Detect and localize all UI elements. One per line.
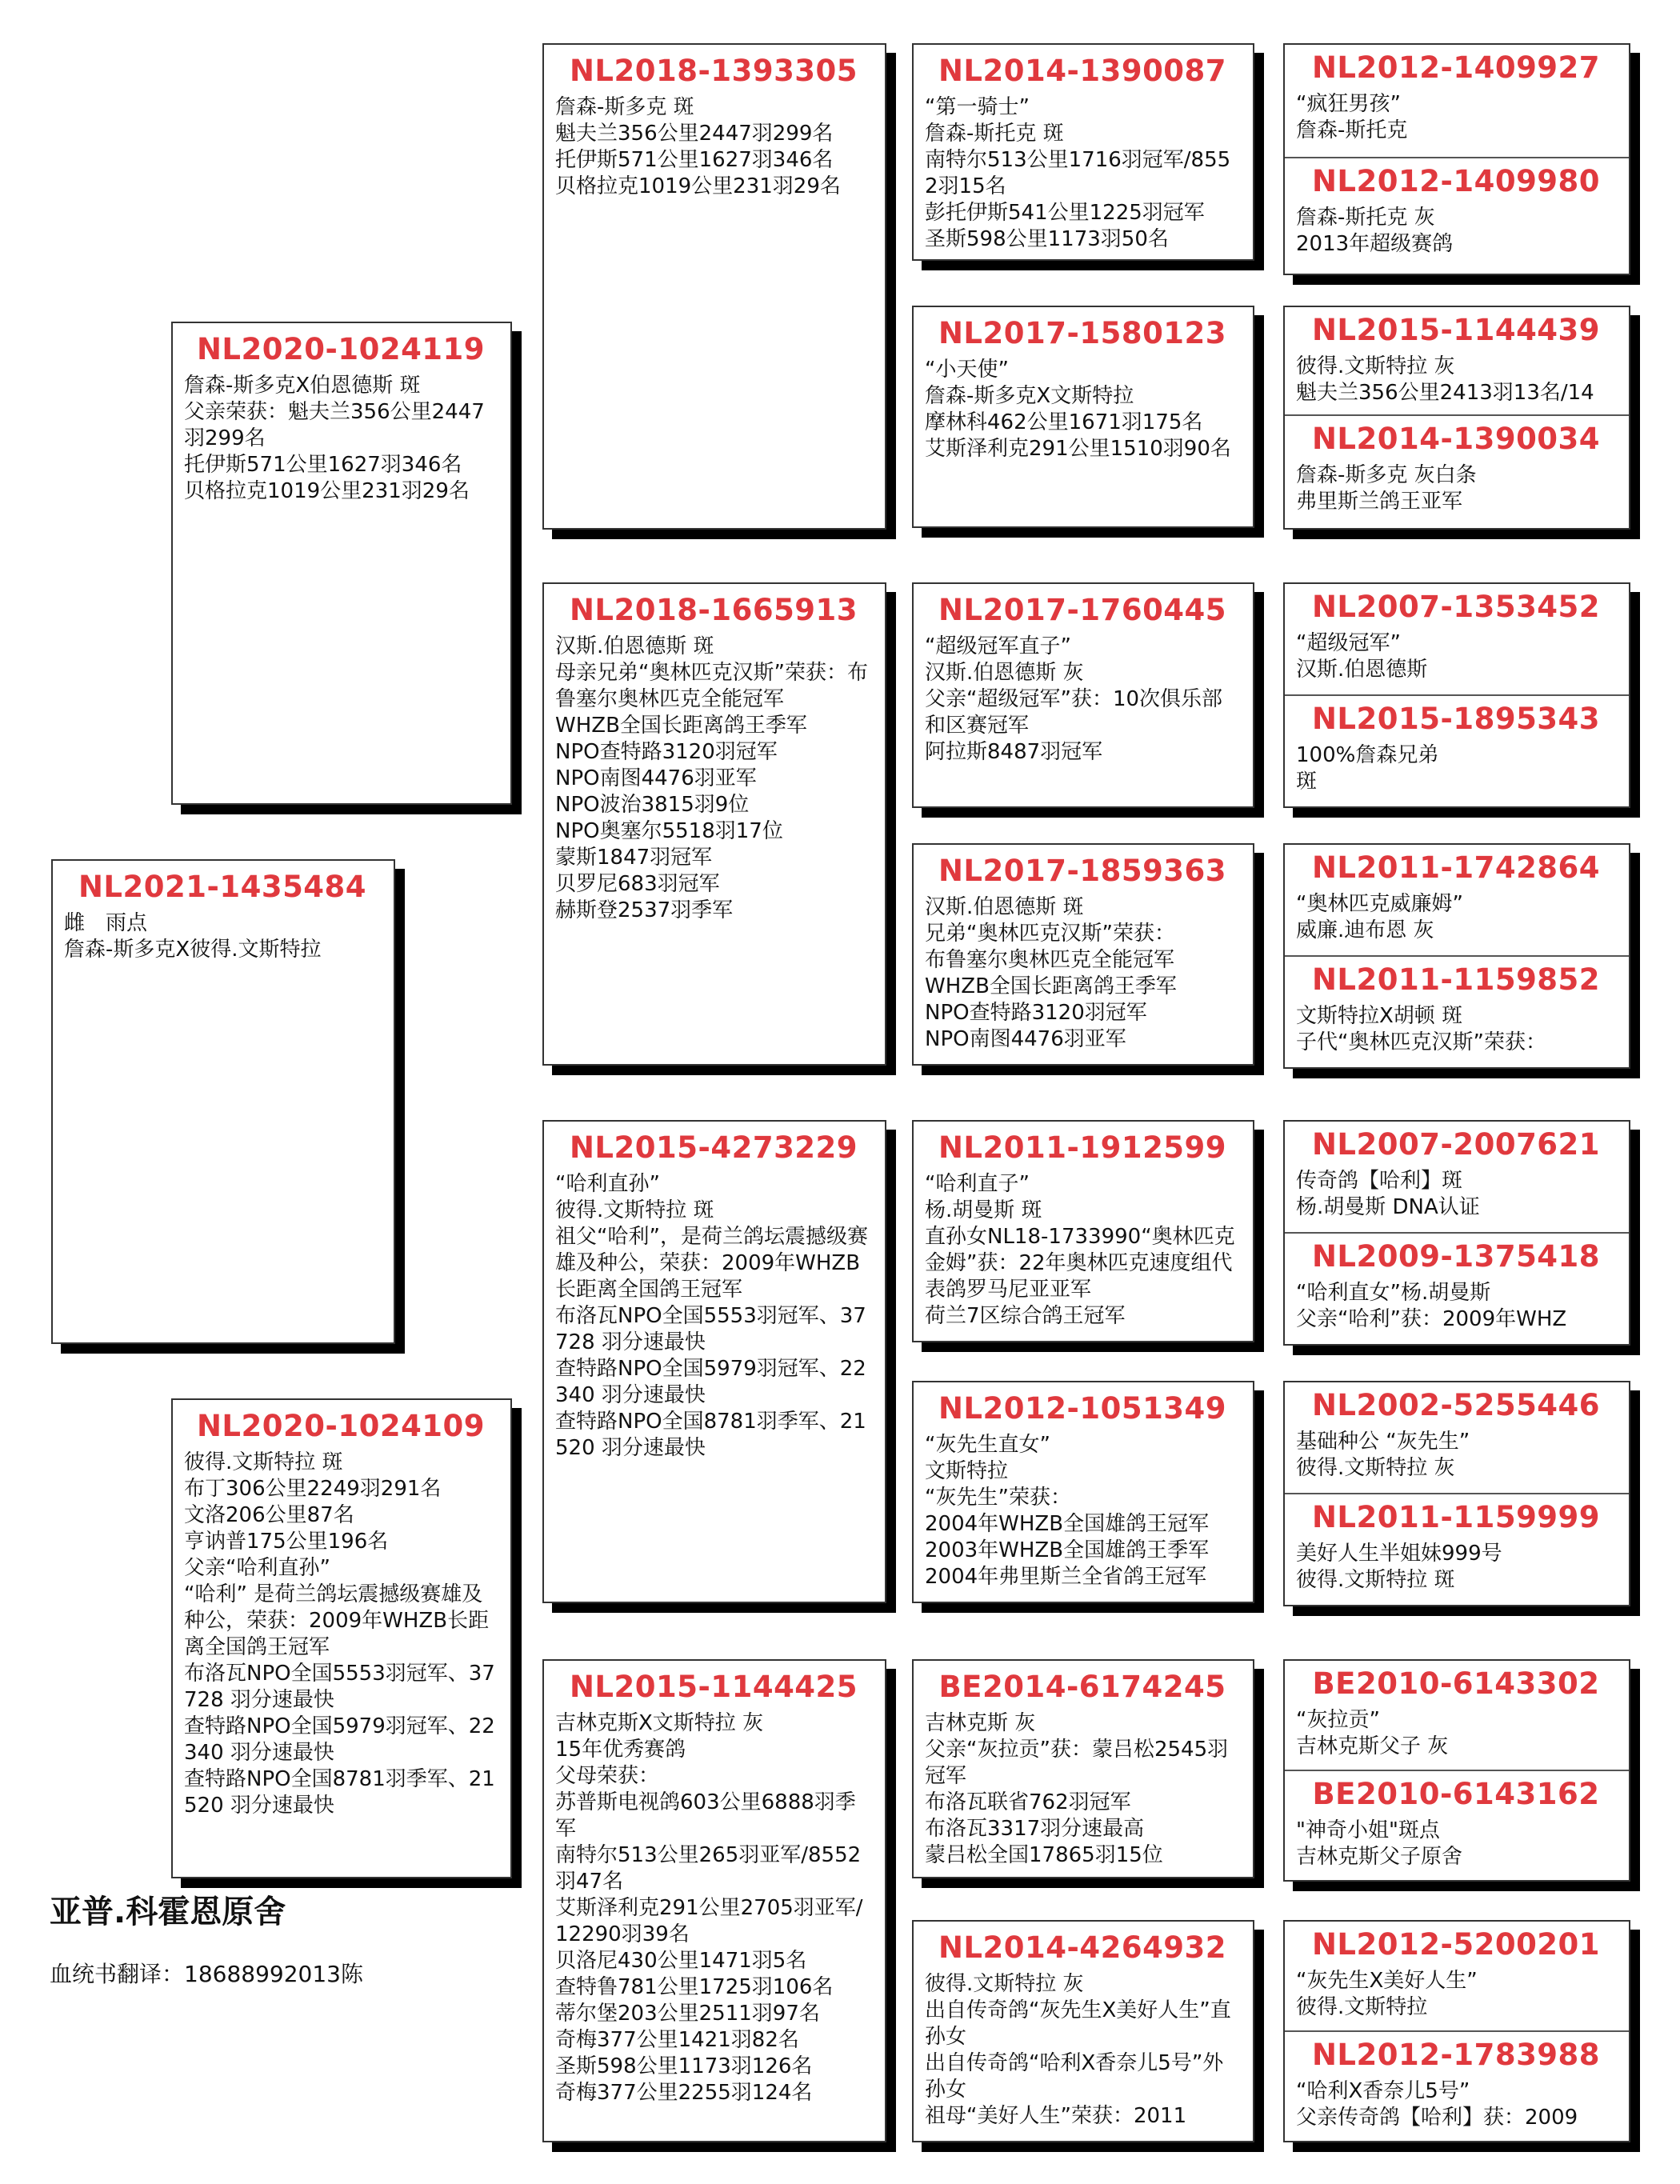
card-line: 贝格拉克1019公里231羽29名 [555,174,841,198]
card-line: NPO南图4476羽亚军 [555,766,757,790]
card-line: 汉斯.伯恩德斯 [1296,658,1428,682]
card-line: 彭托伊斯541公里1225羽冠军 [925,201,1205,225]
great-grandparent-card [912,582,1254,808]
card-line: 吉林克斯父子 灰 [1296,1734,1449,1758]
card-line: 蒙吕松全国17865羽15位 [925,1843,1163,1867]
card-line: 詹森-斯托克 灰 [1296,206,1435,230]
card-line: 查特路NPO全国8781羽季军、21520 羽分速最快 [184,1767,495,1818]
card-line: 2013年超级赛鸽 [1296,232,1454,256]
ring-number: NL2015-1144439 [1311,313,1601,347]
card-line: 吉林克斯X文斯特拉 灰 [555,1711,764,1735]
great-grandparent-card [912,1381,1254,1603]
card-line: “小天使” [925,358,1009,382]
card-line: 彼得.文斯特拉 斑 [184,1450,343,1474]
card-line: 托伊斯571公里1627羽346名 [184,453,462,477]
great-great-pair-card [1283,843,1630,1069]
card-line: 父母荣获： [555,1764,660,1788]
ring-number: NL2020-1024109 [196,1409,486,1443]
great-great-sire [1285,845,1629,955]
ring-number: NL2014-1390034 [1311,422,1601,456]
ring-number: NL2012-1409980 [1311,164,1601,198]
card-line: 汉斯.伯恩德斯 灰 [925,661,1084,685]
breeder-title: 亚普.科霍恩原舍 [50,1894,286,1930]
card-line: 奇梅377公里2255羽124名 [555,2081,813,2105]
card-line: 母亲兄弟“奥林匹克汉斯”荣获：布鲁塞尔奥林匹克全能冠军 [555,661,868,711]
card-line: 文斯特拉 [925,1459,1009,1483]
card-line: 亨讷普175公里196名 [184,1530,389,1554]
card-line: 托伊斯571公里1627羽346名 [555,148,834,172]
card-line: “哈利” 是荷兰鸽坛震撼级赛雄及种公，荣获：2009年WHZB长距离全国鸽王冠军 [184,1582,490,1659]
card-line: “第一骑士” [925,95,1030,119]
ring-number: NL2018-1393305 [569,54,858,88]
card-line: 查特路NPO全国8781羽季军、21520 羽分速最快 [555,1410,866,1460]
card-line: 汉斯.伯恩德斯 斑 [925,895,1084,919]
subject-card [51,859,395,1344]
card-line: NPO查特路3120羽冠军 [925,1001,1147,1025]
great-great-pair-card [1283,582,1630,808]
card-line: 子代“奥林匹克汉斯”荣获： [1296,1030,1546,1054]
card-line: 杨.胡曼斯 DNA认证 [1296,1195,1480,1219]
great-great-dam [1285,414,1629,530]
ring-number: NL2017-1760445 [938,593,1227,627]
great-grandparent-card [912,1120,1254,1342]
card-line: 贝洛尼430公里1471羽5名 [555,1949,807,1973]
card-line: 圣斯598公里1173羽50名 [925,227,1169,251]
card-line: 彼得.文斯特拉 斑 [555,1198,714,1222]
card-line: WHZB全国长距离鸽王季军 [555,714,807,738]
ring-number: NL2002-5255446 [1311,1388,1601,1422]
ring-number: NL2012-1051349 [938,1391,1227,1426]
ring-number: NL2021-1435484 [78,870,367,904]
great-great-pair-card [1283,1920,1630,2142]
great-grandparent-card [912,843,1254,1066]
card-line: 彼得.文斯特拉 [1296,1995,1428,2019]
card-line: NPO查特路3120羽冠军 [555,740,778,764]
card-line: 彼得.文斯特拉 斑 [1296,1568,1455,1592]
great-grandparent-card [912,306,1254,528]
card-line: 斑 [1296,770,1318,794]
card-line: 荷兰7区综合鸽王冠军 [925,1304,1126,1328]
card-line: 布鲁塞尔奥林匹克全能冠军 [925,948,1175,972]
card-line: 詹森-斯托克 斑 [925,122,1064,146]
card-line: 父亲传奇鸽【哈利】获：2009 [1296,2106,1578,2130]
card-line: “超级冠军直子” [925,634,1071,658]
great-great-dam [1285,1493,1629,1606]
card-line: “哈利X香奈儿5号” [1296,2079,1470,2103]
card-line: 苏普斯电视鸽603公里6888羽季军 [555,1790,856,1841]
card-line: WHZB全国长距离鸽王季军 [925,974,1177,998]
translator-note: 血统书翻译：18688992013陈 [50,1961,363,1987]
card-line: 弗里斯兰鸽王亚军 [1296,490,1463,514]
great-great-sire [1285,45,1629,157]
great-great-pair-card [1283,43,1630,275]
card-line: 汉斯.伯恩德斯 斑 [555,634,714,658]
ring-number: NL2018-1665913 [569,593,858,627]
card-line: 南特尔513公里265羽亚军/8552羽47名 [555,1843,862,1894]
great-great-dam [1285,1232,1629,1346]
card-line: 魁夫兰356公里2447羽299名 [555,122,834,146]
card-line: 布洛瓦联省762羽冠军 [925,1790,1131,1814]
card-line: NPO波治3815羽9位 [555,793,750,817]
ring-number: NL2015-1895343 [1311,702,1601,736]
card-line: 赫斯登2537羽季军 [555,898,734,922]
ring-number: NL2011-1159999 [1311,1500,1601,1534]
ring-number: NL2012-5200201 [1311,1927,1601,1962]
card-line: 父亲“灰拉贡”获：蒙吕松2545羽冠军 [925,1738,1229,1788]
card-line: 贝罗尼683羽冠军 [555,872,720,896]
ring-number: NL2020-1024119 [196,332,486,366]
ring-number: NL2011-1912599 [938,1130,1227,1165]
card-line: 父亲“哈利”获：2009年WHZ [1296,1307,1567,1331]
card-line: 圣斯598公里1173羽126名 [555,2054,813,2078]
card-line: “灰先生X美好人生” [1296,1969,1478,1993]
ring-number: NL2015-4273229 [569,1130,858,1165]
card-line: 蒙斯1847羽冠军 [555,846,713,870]
great-great-dam [1285,694,1629,808]
ring-number: NL2014-1390087 [938,54,1227,88]
great-great-dam [1285,955,1629,1069]
grandparent-card [542,582,886,1066]
card-line: 彼得.文斯特拉 灰 [925,1972,1084,1996]
card-line: 祖母“美好人生”荣获：2011 [925,2104,1187,2128]
ring-number: NL2012-1409927 [1311,50,1601,85]
card-line: 魁夫兰356公里2413羽13名/14 [1296,381,1594,405]
card-line: 摩林科462公里1671羽175名 [925,410,1203,434]
ring-number: NL2011-1159852 [1311,962,1601,997]
great-great-sire [1285,1661,1629,1770]
card-line: NPO奥塞尔5518羽17位 [555,819,783,843]
ring-number: NL2015-1144425 [569,1670,858,1704]
great-grandparent-card [912,43,1254,261]
card-line: 直孙女NL18-1733990“奥林匹克金姆”获：22年奥林匹克速度组代表鸽罗马尼亚亚军 [925,1225,1235,1302]
card-line: 祖父“哈利”，是荷兰鸽坛震撼级赛雄及种公，荣获：2009年WHZB长距离全国鸽王冠军 [555,1225,868,1302]
ring-number: BE2010-6143302 [1312,1666,1600,1701]
card-line: 吉林克斯父子原舍 [1296,1845,1463,1869]
card-line: 吉林克斯 灰 [925,1711,1036,1735]
card-line: 2004年WHZB全国雄鸽王冠军 [925,1512,1210,1536]
card-line: 艾斯泽利克291公里1510羽90名 [925,437,1231,461]
grandparent-card [542,43,886,530]
card-line: “灰先生直女” [925,1433,1050,1457]
card-line: 美好人生半姐妹999号 [1296,1542,1502,1566]
card-line: 父亲“哈利直孙” [184,1556,330,1580]
ring-number: NL2011-1742864 [1311,850,1601,885]
card-line: 父亲荣获：魁夫兰356公里2447羽299名 [184,400,485,450]
grandparent-card [542,1659,886,2142]
ring-number: NL2009-1375418 [1311,1239,1601,1274]
card-line: “灰拉贡” [1296,1708,1380,1732]
dam-card [171,1398,512,1878]
card-line: 彼得.文斯特拉 灰 [1296,354,1455,378]
card-line: 詹森-斯多克X伯恩德斯 斑 [184,374,421,398]
card-line: 威廉.迪布恩 灰 [1296,918,1434,942]
card-line: “哈利直子” [925,1172,1030,1196]
card-line: 布丁306公里2249羽291名 [184,1477,442,1501]
card-line: 杨.胡曼斯 斑 [925,1198,1042,1222]
card-line: 詹森-斯多克X文斯特拉 [925,384,1134,408]
card-line: 詹森-斯多克 灰白条 [1296,463,1477,487]
card-line: NPO南图4476羽亚军 [925,1027,1126,1051]
card-line: 阿拉斯8487羽冠军 [925,740,1103,764]
card-line: 查特路NPO全国5979羽冠军、22340 羽分速最快 [184,1714,495,1765]
sire-card [171,322,512,805]
card-line: 贝格拉克1019公里231羽29名 [184,479,470,503]
card-line: 兄弟“奥林匹克汉斯”荣获： [925,922,1175,946]
great-great-sire [1285,1922,1629,2030]
card-line: “哈利直孙” [555,1172,660,1196]
card-line: 基础种公 “灰先生” [1296,1430,1470,1454]
card-line: 出自传奇鸽“灰先生X美好人生”直孙女 [925,1998,1231,2049]
card-line: 2004年弗里斯兰全省鸽王冠军 [925,1565,1207,1589]
ring-number: NL2017-1859363 [938,854,1227,888]
great-great-pair-card [1283,1659,1630,1882]
card-line: 文洛206公里87名 [184,1503,354,1527]
great-great-dam [1285,157,1629,275]
great-great-pair-card [1283,1120,1630,1346]
great-grandparent-card [912,1920,1254,2142]
great-great-sire [1285,584,1629,694]
ring-number: NL2012-1783988 [1311,2038,1601,2072]
card-line: 布洛瓦NPO全国5553羽冠军、37728 羽分速最快 [555,1304,866,1354]
card-line: 詹森-斯多克 斑 [555,95,694,119]
card-line: 文斯特拉X胡顿 斑 [1296,1004,1463,1028]
card-line: 100%詹森兄弟 [1296,743,1439,767]
ring-number: NL2014-4264932 [938,1930,1227,1965]
card-line: 查特鲁781公里1725羽106名 [555,1975,834,1999]
great-great-dam [1285,2030,1629,2142]
grandparent-card [542,1120,886,1603]
ring-number: BE2010-6143162 [1312,1777,1600,1811]
card-line: 詹森-斯托克 [1296,118,1408,142]
card-line: “超级冠军” [1296,631,1401,655]
card-line: "神奇小姐"斑点 [1296,1818,1440,1842]
card-line: “哈利直女”杨.胡曼斯 [1296,1281,1491,1305]
great-great-sire [1285,1122,1629,1232]
ring-number: NL2007-1353452 [1311,590,1601,624]
great-great-pair-card [1283,1381,1630,1606]
card-line: 布洛瓦NPO全国5553羽冠军、37728 羽分速最快 [184,1662,495,1712]
card-line: 布洛瓦3317羽分速最高 [925,1817,1145,1841]
card-line: 出自传奇鸽“哈利X香奈儿5号”外孙女 [925,2051,1224,2102]
card-line: “奥林匹克威廉姆” [1296,892,1463,916]
card-line: 15年优秀赛鸽 [555,1738,686,1762]
card-line: 彼得.文斯特拉 灰 [1296,1456,1455,1480]
card-line: 父亲“超级冠军”获：10次俱乐部和区赛冠军 [925,687,1223,738]
card-line: 2003年WHZB全国雄鸽王季军 [925,1538,1210,1562]
card-line: 詹森-斯多克X彼得.文斯特拉 [64,938,322,962]
ring-number: NL2007-2007621 [1311,1127,1601,1162]
ring-number: BE2014-6174245 [938,1670,1226,1704]
ring-number: NL2017-1580123 [938,316,1227,350]
great-great-sire [1285,307,1629,414]
card-line: 奇梅377公里1421羽82名 [555,2028,799,2052]
great-great-pair-card [1283,306,1630,530]
card-line: 传奇鸽【哈利】斑 [1296,1169,1463,1193]
card-line: 艾斯泽利克291公里2705羽亚军/12290羽39名 [555,1896,863,1946]
card-line: 查特路NPO全国5979羽冠军、22340 羽分速最快 [555,1357,866,1407]
card-line: 南特尔513公里1716羽冠军/8552羽15名 [925,148,1231,198]
great-great-dam [1285,1770,1629,1882]
card-line: “灰先生”荣获： [925,1486,1071,1510]
card-line: “疯狂男孩” [1296,92,1401,116]
card-line: 雌 雨点 [64,911,148,935]
card-line: 蒂尔堡203公里2511羽97名 [555,2002,820,2026]
great-great-sire [1285,1382,1629,1493]
great-grandparent-card [912,1659,1254,1878]
